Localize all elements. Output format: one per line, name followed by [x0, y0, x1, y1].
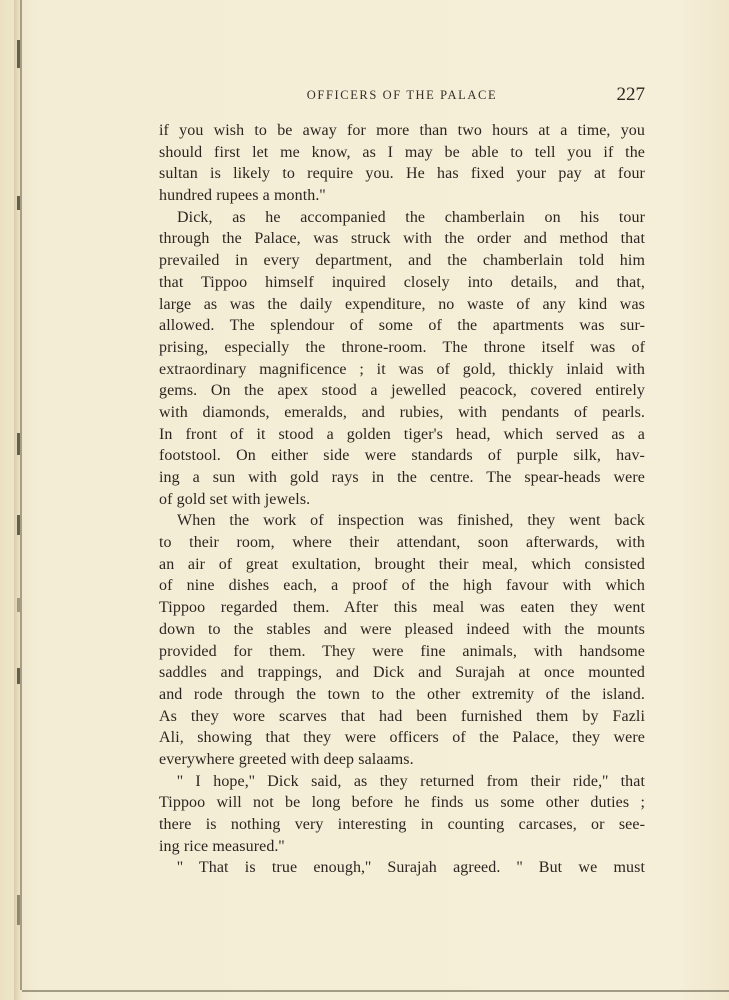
text-line: hundred rupees a month.''	[159, 187, 326, 205]
body-text	[159, 120, 645, 879]
text-line: to their room, where their attendant, soon afterwards, with	[159, 534, 645, 552]
text-line: of nine dishes each, a proof of the high favour with which	[159, 577, 645, 595]
edge-mark	[17, 895, 20, 925]
text-line: should first let me know, as I may be able to tell you if the	[159, 143, 645, 161]
edge-mark	[17, 40, 20, 68]
text-line: of gold set with jewels.	[159, 490, 311, 508]
text-line: footstool. On either side were standards of purple silk, hav-	[159, 447, 645, 465]
text-line: In front of it stood a golden tiger's head, which served as a	[159, 425, 645, 443]
text-line: down to the stables and were pleased indeed with the mounts	[159, 620, 645, 638]
text-line: with diamonds, emeralds, and rubies, with pendants of pearls.	[159, 403, 645, 421]
text-line: Tippoo will not be long before he finds us some other duties ;	[159, 794, 645, 812]
text-line: that Tippoo himself inquired closely into details, and that,	[159, 273, 645, 291]
text-line: saddles and trappings, and Dick and Surajah at once mounted	[159, 664, 645, 682]
text-line: prising, especially the throne-room. The throne itself was of	[159, 338, 645, 356]
text-line: extraordinary magnificence ; it was of gold, thickly inlaid with	[159, 360, 645, 378]
text-line: if you wish to be away for more than two hours at a time, you	[159, 122, 645, 139]
edge-mark	[17, 196, 20, 210]
text-line: When the work of inspection was finished, they went back	[177, 512, 645, 530]
text-line: ing a sun with gold rays in the centre. The spear-heads were	[159, 469, 645, 486]
text-line: allowed. The splendour of some of the apartments was sur-	[159, 317, 645, 335]
page-number: 227	[616, 84, 645, 105]
text-line: everywhere greeted with deep salaams.	[159, 750, 414, 768]
text-line: and rode through the town to the other extremity of the island.	[159, 685, 645, 703]
page-header	[159, 84, 645, 108]
text-line: gems. On the apex stood a jewelled peacock, covered entirely	[159, 382, 645, 400]
text-line: prevailed in every department, and the chamberlain told him	[159, 252, 645, 270]
text-line: sultan is likely to require you. He has fixed your pay at four	[159, 165, 645, 183]
page-bottom-edge	[22, 990, 729, 992]
text-line: ing rice measured.''	[159, 837, 285, 855]
text-line: As they wore scarves that had been furnished them by Fazli	[159, 707, 645, 725]
edge-mark	[17, 598, 20, 612]
text-line: large as was the daily expenditure, no waste of any kind was	[159, 295, 645, 313]
text-line: Tippoo regarded them. After this meal was eaten they went	[159, 599, 645, 617]
text-line: Dick, as he accompanied the chamberlain on his tour	[177, 208, 645, 226]
edge-mark	[17, 668, 20, 684]
running-title: OFFICERS OF THE PALACE	[306, 88, 498, 102]
text-line: through the Palace, was struck with the order and method that	[159, 230, 645, 248]
text-line: '' I hope,'' Dick said, as they returned from their ride,'' that	[177, 772, 645, 790]
edge-mark	[17, 515, 20, 535]
text-line: there is nothing very interesting in counting carcases, or see-	[159, 816, 645, 833]
text-line: an air of great exultation, brought their meal, which consisted	[159, 555, 645, 573]
text-line: Ali, showing that they were officers of the Palace, they were	[159, 729, 645, 747]
binding-line	[20, 0, 22, 990]
text-line: '' That is true enough,'' Surajah agreed. '' But we must	[177, 859, 645, 877]
edge-mark	[17, 433, 20, 455]
text-line: provided for them. They were fine animals, with handsome	[159, 642, 645, 660]
